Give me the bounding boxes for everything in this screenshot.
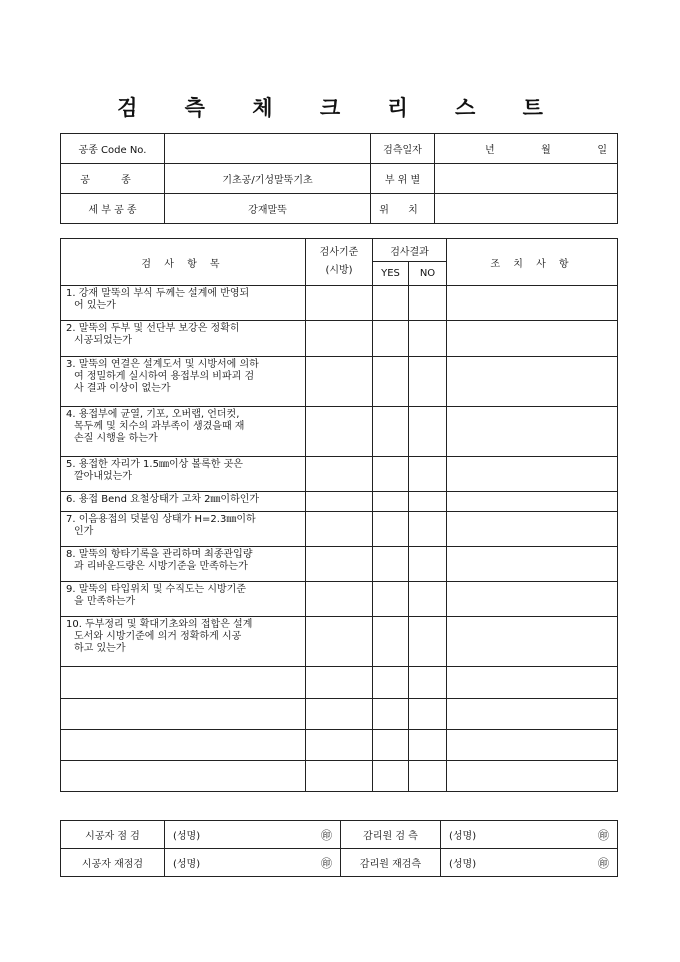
- contractor-recheck-label: 시공자 재점검: [61, 849, 165, 877]
- standard-cell[interactable]: [306, 321, 373, 357]
- seal-icon: ㊞: [598, 828, 609, 842]
- action-cell[interactable]: [447, 582, 618, 617]
- supervisor-check-field[interactable]: [441, 821, 618, 849]
- checklist-item-line: 6. 용접 Bend 요철상태가 고차 2㎜이하인가: [66, 494, 260, 505]
- checklist-blank-row: [61, 761, 618, 792]
- header-table: [60, 133, 618, 224]
- name-placeholder: (성명): [449, 859, 477, 870]
- checklist-item-line: 4. 용접부에 균열, 기포, 오버랩, 언더컷,: [66, 409, 240, 420]
- no-cell[interactable]: [409, 492, 447, 512]
- standard-cell[interactable]: [306, 547, 373, 582]
- checklist-row: [61, 582, 618, 617]
- no-cell[interactable]: [409, 582, 447, 617]
- checklist-blank-row: [61, 730, 618, 761]
- checklist-row: [61, 492, 618, 512]
- no-cell[interactable]: [409, 457, 447, 492]
- checklist-item-text: [61, 582, 306, 617]
- action-cell[interactable]: [447, 492, 618, 512]
- action-cell[interactable]: [447, 699, 618, 730]
- no-cell[interactable]: [409, 699, 447, 730]
- position-label: 위 치: [371, 194, 435, 224]
- checklist-row: [61, 457, 618, 492]
- action-cell[interactable]: [447, 407, 618, 457]
- work-code-label: 공종 Code No.: [61, 134, 165, 164]
- checklist-item-line: 인가: [74, 526, 94, 537]
- work-type-label: 공 종: [61, 164, 165, 194]
- yes-cell[interactable]: [373, 321, 409, 357]
- standard-cell[interactable]: [306, 357, 373, 407]
- checklist-item-line: 5. 용접한 자리가 1.5㎜이상 볼록한 곳은: [66, 459, 243, 470]
- checklist-row: [61, 286, 618, 321]
- checklist-item-line: 어 있는가: [74, 300, 116, 311]
- name-placeholder: (성명): [173, 859, 201, 870]
- col-no-header: NO: [409, 262, 447, 286]
- no-cell[interactable]: [409, 286, 447, 321]
- checklist-item-text: [61, 457, 306, 492]
- standard-cell[interactable]: [306, 492, 373, 512]
- checklist-row: [61, 547, 618, 582]
- seal-icon: ㊞: [321, 828, 332, 842]
- yes-cell[interactable]: [373, 761, 409, 792]
- action-cell[interactable]: [447, 617, 618, 667]
- yes-cell[interactable]: [373, 699, 409, 730]
- date-month: 월: [541, 145, 551, 156]
- standard-cell[interactable]: [306, 761, 373, 792]
- checklist-blank-row: [61, 699, 618, 730]
- checklist-item-line: 과 리바운드량은 시방기준을 만족하는가: [74, 561, 248, 572]
- yes-cell[interactable]: [373, 286, 409, 321]
- col-standard-header: [306, 239, 373, 286]
- col-standard-line2: (시방): [325, 265, 353, 276]
- checklist-item-line: 하고 있는가: [74, 643, 126, 654]
- inspect-date-label: 검측일자: [371, 134, 435, 164]
- col-result-header: 검사결과: [373, 239, 447, 262]
- checklist-item-text: [61, 321, 306, 357]
- signature-table: [60, 820, 618, 877]
- checklist-item-text: [61, 730, 306, 761]
- checklist-item-text: [61, 357, 306, 407]
- no-cell[interactable]: [409, 321, 447, 357]
- standard-cell[interactable]: [306, 512, 373, 547]
- action-cell[interactable]: [447, 512, 618, 547]
- checklist-item-text: [61, 286, 306, 321]
- checklist-item-text: [61, 492, 306, 512]
- checklist-item-line: 손질 시행을 하는가: [74, 433, 158, 444]
- checklist-item-line: 8. 말뚝의 항타기록을 관리하며 최종관입량: [66, 549, 253, 560]
- location-label: 부 위 별: [371, 164, 435, 194]
- checklist-item-text: [61, 667, 306, 699]
- checklist-item-line: 시공되었는가: [74, 335, 132, 346]
- no-cell[interactable]: [409, 547, 447, 582]
- checklist-item-line: 7. 이음용접의 덧붙임 상태가 H=2.3㎜이하: [66, 514, 256, 525]
- checklist-row: [61, 357, 618, 407]
- sub-type-label: 세 부 공 종: [61, 194, 165, 224]
- col-standard-line1: 검사기준: [319, 247, 359, 258]
- yes-cell[interactable]: [373, 617, 409, 667]
- col-item-header: 검 사 항 목: [61, 239, 306, 286]
- no-cell[interactable]: [409, 761, 447, 792]
- action-cell[interactable]: [447, 321, 618, 357]
- standard-cell[interactable]: [306, 286, 373, 321]
- contractor-recheck-field[interactable]: [165, 849, 341, 877]
- supervisor-check-label: 감리원 검 측: [341, 821, 441, 849]
- sub-type-field[interactable]: 강재말뚝: [165, 194, 371, 224]
- yes-cell[interactable]: [373, 730, 409, 761]
- checklist-item-line: 9. 말뚝의 타입위치 및 수직도는 시방기준: [66, 584, 246, 595]
- supervisor-recheck-field[interactable]: [441, 849, 618, 877]
- standard-cell[interactable]: [306, 617, 373, 667]
- seal-icon: ㊞: [321, 856, 332, 870]
- checklist-item-text: [61, 699, 306, 730]
- position-field[interactable]: [435, 194, 618, 224]
- contractor-check-label: 시공자 점 검: [61, 821, 165, 849]
- standard-cell[interactable]: [306, 582, 373, 617]
- yes-cell[interactable]: [373, 547, 409, 582]
- checklist-row: [61, 321, 618, 357]
- location-field[interactable]: [435, 164, 618, 194]
- checklist-row: [61, 407, 618, 457]
- inspect-date-field[interactable]: [435, 134, 618, 164]
- standard-cell[interactable]: [306, 407, 373, 457]
- no-cell[interactable]: [409, 407, 447, 457]
- checklist-item-line: 도서와 시방기준에 의거 정확하게 시공: [74, 631, 242, 642]
- yes-cell[interactable]: [373, 357, 409, 407]
- action-cell[interactable]: [447, 761, 618, 792]
- checklist-table: [60, 238, 618, 792]
- checklist-item-line: 10. 두부정리 및 확대기초와의 접합은 설계: [66, 619, 253, 630]
- standard-cell[interactable]: [306, 730, 373, 761]
- checklist-item-line: 을 만족하는가: [74, 596, 136, 607]
- action-cell[interactable]: [447, 667, 618, 699]
- no-cell[interactable]: [409, 512, 447, 547]
- no-cell[interactable]: [409, 357, 447, 407]
- date-year: 년: [485, 145, 495, 156]
- yes-cell[interactable]: [373, 407, 409, 457]
- yes-cell[interactable]: [373, 512, 409, 547]
- action-cell[interactable]: [447, 457, 618, 492]
- checklist-blank-row: [61, 667, 618, 699]
- checklist-row: [61, 617, 618, 667]
- no-cell[interactable]: [409, 730, 447, 761]
- no-cell[interactable]: [409, 617, 447, 667]
- checklist-item-line: 1. 강재 말뚝의 부식 두께는 설계에 반영되: [66, 288, 250, 299]
- name-placeholder: (성명): [449, 831, 477, 842]
- checklist-item-text: [61, 617, 306, 667]
- supervisor-recheck-label: 감리원 재검측: [341, 849, 441, 877]
- contractor-check-field[interactable]: [165, 821, 341, 849]
- checklist-item-line: 사 결과 이상이 없는가: [74, 383, 171, 394]
- checklist-row: [61, 512, 618, 547]
- standard-cell[interactable]: [306, 699, 373, 730]
- yes-cell[interactable]: [373, 457, 409, 492]
- standard-cell[interactable]: [306, 457, 373, 492]
- checklist-item-text: [61, 407, 306, 457]
- col-action-header: 조 치 사 항: [447, 239, 618, 286]
- yes-cell[interactable]: [373, 582, 409, 617]
- name-placeholder: (성명): [173, 831, 201, 842]
- seal-icon: ㊞: [598, 856, 609, 870]
- action-cell[interactable]: [447, 730, 618, 761]
- action-cell[interactable]: [447, 547, 618, 582]
- checklist-item-line: 깔아내었는가: [74, 471, 132, 482]
- work-type-field[interactable]: 기초공/기성말뚝기초: [165, 164, 371, 194]
- checklist-body: [61, 286, 618, 792]
- checklist-item-text: [61, 547, 306, 582]
- yes-cell[interactable]: [373, 492, 409, 512]
- checklist-item-line: 여 정밀하게 실시하여 용접부의 비파괴 검: [74, 371, 255, 382]
- checklist-item-text: [61, 512, 306, 547]
- checklist-item-line: 3. 말뚝의 연결은 설계도서 및 시방서에 의하: [66, 359, 259, 370]
- yes-cell[interactable]: [373, 667, 409, 699]
- standard-cell[interactable]: [306, 667, 373, 699]
- page-title: 검 측 체 크 리 스 트: [117, 95, 563, 120]
- checklist-item-line: 목두께 및 치수의 과부족이 생겼을때 재: [74, 421, 245, 432]
- action-cell[interactable]: [447, 286, 618, 321]
- work-code-field[interactable]: [165, 134, 371, 164]
- date-day: 일: [597, 145, 607, 156]
- checklist-item-text: [61, 761, 306, 792]
- action-cell[interactable]: [447, 357, 618, 407]
- checklist-item-line: 2. 말뚝의 두부 및 선단부 보강은 정확히: [66, 323, 240, 334]
- no-cell[interactable]: [409, 667, 447, 699]
- col-yes-header: YES: [373, 262, 409, 286]
